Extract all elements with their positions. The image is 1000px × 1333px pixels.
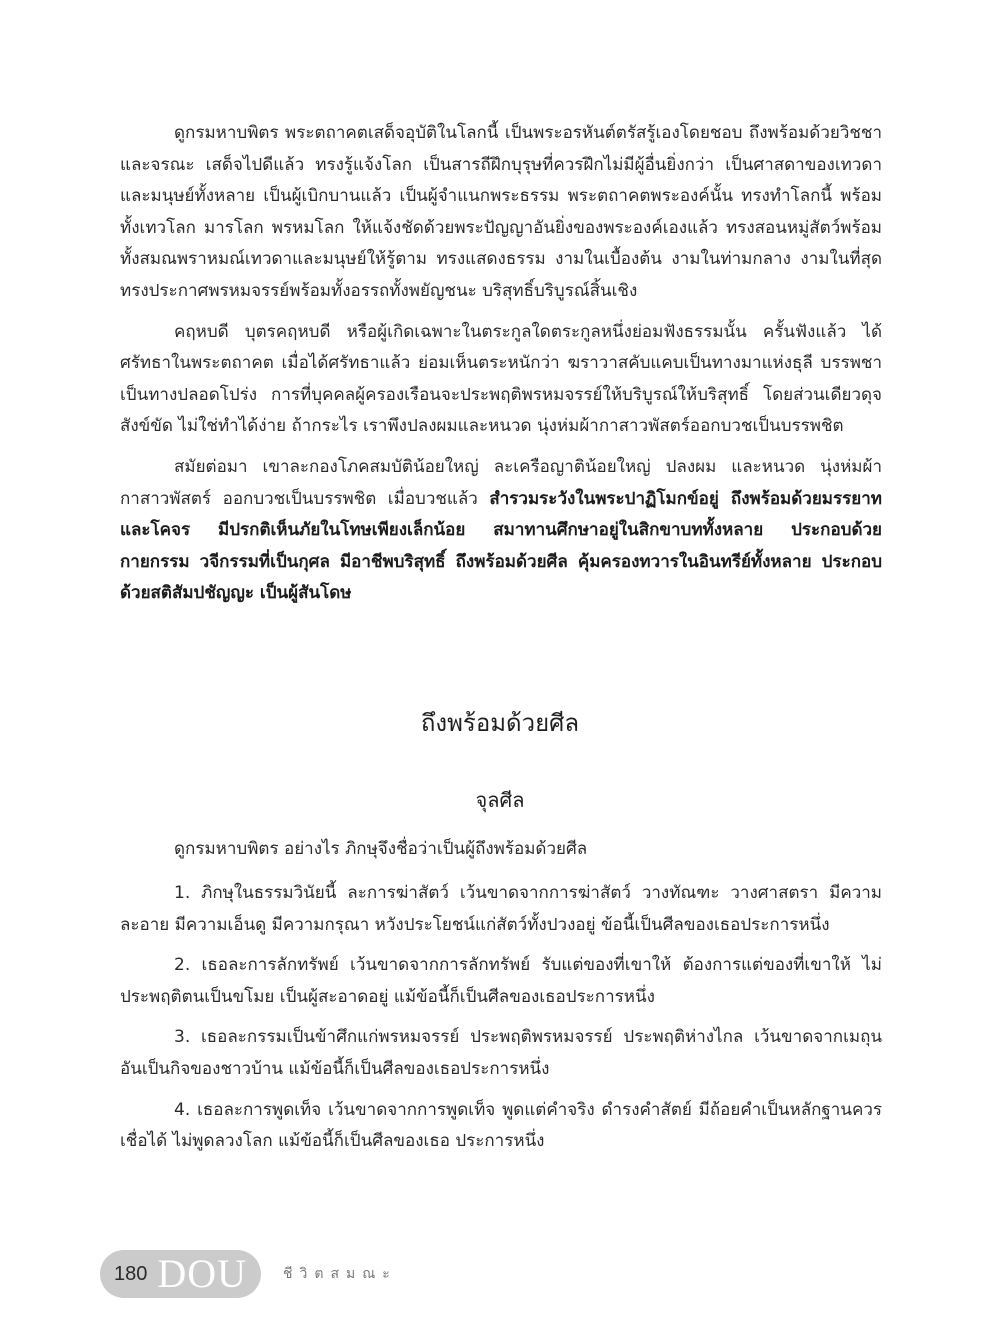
book-title: ชีวิตสมณะ <box>283 1266 397 1282</box>
paragraph-ordination <box>120 452 882 610</box>
paragraph-ordination-bold: สำรวมระวังในพระปาฏิโมกข์อยู่ ถึงพร้อมด้วยมรรยาทและโคจร มีปรกติเห็นภัยในโทษเพียงเล็กน้อย สมาทานศึกษาอยู่ในสิกขาบททั้งหลาย ประกอบด้วยกายกรรม วจีกรรมที่เป็นกุศล มีอาชีพบริสุทธิ์ ถึงพร้อมด้วยศีล คุ้มครองทวารในอินทรีย์ทั้งหลาย ประกอบด้วยสติสัมปชัญญะ เป็นผู้สันโดษ <box>120 488 882 604</box>
precept-list <box>120 878 882 1158</box>
precept-item: 4. เธอละการพูดเท็จ เว้นขาดจากการพูดเท็จ พูดแต่คำจริง ดำรงคำสัตย์ มีถ้อยคำเป็นหลักฐานควรเชื่อได้ ไม่พูดลวงโลก แม้ข้อนี้ก็เป็นศีลของเธอ ประการหนึ่ง <box>120 1099 882 1152</box>
paragraph-householder: คฤหบดี บุตรคฤหบดี หรือผู้เกิดเฉพาะในตระกูลใดตระกูลหนึ่งย่อมฟังธรรมนั้น ครั้นฟังแล้ว ได้ศรัทธาในพระตถาคต เมื่อได้ศรัทธาแล้ว ย่อมเห็นตระหนักว่า ฆราวาสคับแคบเป็นทางมาแห่งธุลี บรรพชาเป็นทางปลอดโปร่ง การที่บุคคลผู้ครองเรือนจะประพฤติพรหมจรรย์ให้บริบูรณ์ให้บริสุทธิ์ โดยส่วนเดียวดุจสังข์ขัด ไม่ใช่ทำได้ง่าย ถ้ากระไร เราพึงปลงผมและหนวด นุ่งห่มผ้ากาสาวพัสตร์ออกบวชเป็นบรรพชิต <box>120 321 882 437</box>
paragraph-tathagata: ดูกรมหาบพิตร พระตถาคตเสด็จอุบัติในโลกนี้ เป็นพระอรหันต์ตรัสรู้เองโดยชอบ ถึงพร้อมด้วยวิชชาและจรณะ เสด็จไปดีแล้ว ทรงรู้แจ้งโลก เป็นสารถีฝึกบุรุษที่ควรฝึกไม่มีผู้อื่นยิ่งกว่า เป็นศาสดาของเทวดาและมนุษย์ทั้งหลาย เป็นผู้เบิกบานแล้ว เป็นผู้จำแนกพระธรรม พระตถาคตพระองค์นั้น ทรงทำโลกนี้ พร้อมทั้งเทวโลก มารโลก พรหมโลก ให้แจ้งชัดด้วยพระปัญญาอันยิ่งของพระองค์เองแล้ว ทรงสอนหมู่สัตว์พร้อมทั้งสมณพราหมณ์เทวดาและมนุษย์ให้รู้ตาม ทรงแสดงธรรม งามในเบื้องต้น งามในท่ามกลาง งามในที่สุด ทรงประกาศพรหมจรรย์พร้อมทั้งอรรถทั้งพยัญชนะ บริสุทธิ์บริบูรณ์สิ้นเชิง <box>120 123 882 301</box>
intro-line: ดูกรมหาบพิตร อย่างไร ภิกษุจึงชื่อว่าเป็นผู้ถึงพร้อมด้วยศีล <box>174 839 588 859</box>
section-heading: ถึงพร้อมด้วยศีล <box>420 709 580 737</box>
footer-badge <box>100 1250 261 1298</box>
intro-block <box>120 834 882 866</box>
page-footer <box>100 1249 397 1299</box>
precept-item: 1. ภิกษุในธรรมวินัยนี้ ละการฆ่าสัตว์ เว้นขาดจากการฆ่าสัตว์ วางทัณฑะ วางศาสตรา มีความละอาย มีความเอ็นดู มีความกรุณา หวังประโยชน์แก่สัตว์ทั้งปวงอยู่ ข้อนี้เป็นศีลของเธอประการหนึ่ง <box>120 883 882 935</box>
precept-item: 3. เธอละกรรมเป็นข้าศึกแก่พรหมจรรย์ ประพฤติพรหมจรรย์ ประพฤติห่างไกล เว้นขาดจากเมถุนอันเป็นกิจของชาวบ้าน แม้ข้อนี้ก็เป็นศีลของเธอประการหนึ่ง <box>120 1027 882 1079</box>
opening-text-block <box>120 118 882 610</box>
subsection-heading: จุลศีล <box>475 788 525 812</box>
page-number: 180 <box>114 1262 148 1285</box>
dou-logo: DOU <box>157 1251 248 1296</box>
paragraph-ordination-normal: สมัยต่อมา เขาละกองโภคสมบัติน้อยใหญ่ ละเครือญาติน้อยใหญ่ ปลงผม และหนวด นุ่งห่มผ้ากาสาวพัสตร์ ออกบวชเป็นบรรพชิต เมื่อบวชแล้ว <box>120 456 882 509</box>
precept-item: 2. เธอละการลักทรัพย์ เว้นขาดจากการลักทรัพย์ รับแต่ของที่เขาให้ ต้องการแต่ของที่เขาให้ ไม่ประพฤติตนเป็นขโมย เป็นผู้สะอาดอยู่ แม้ข้อนี้ก็เป็นศีลของเธอประการหนึ่ง <box>120 955 882 1007</box>
